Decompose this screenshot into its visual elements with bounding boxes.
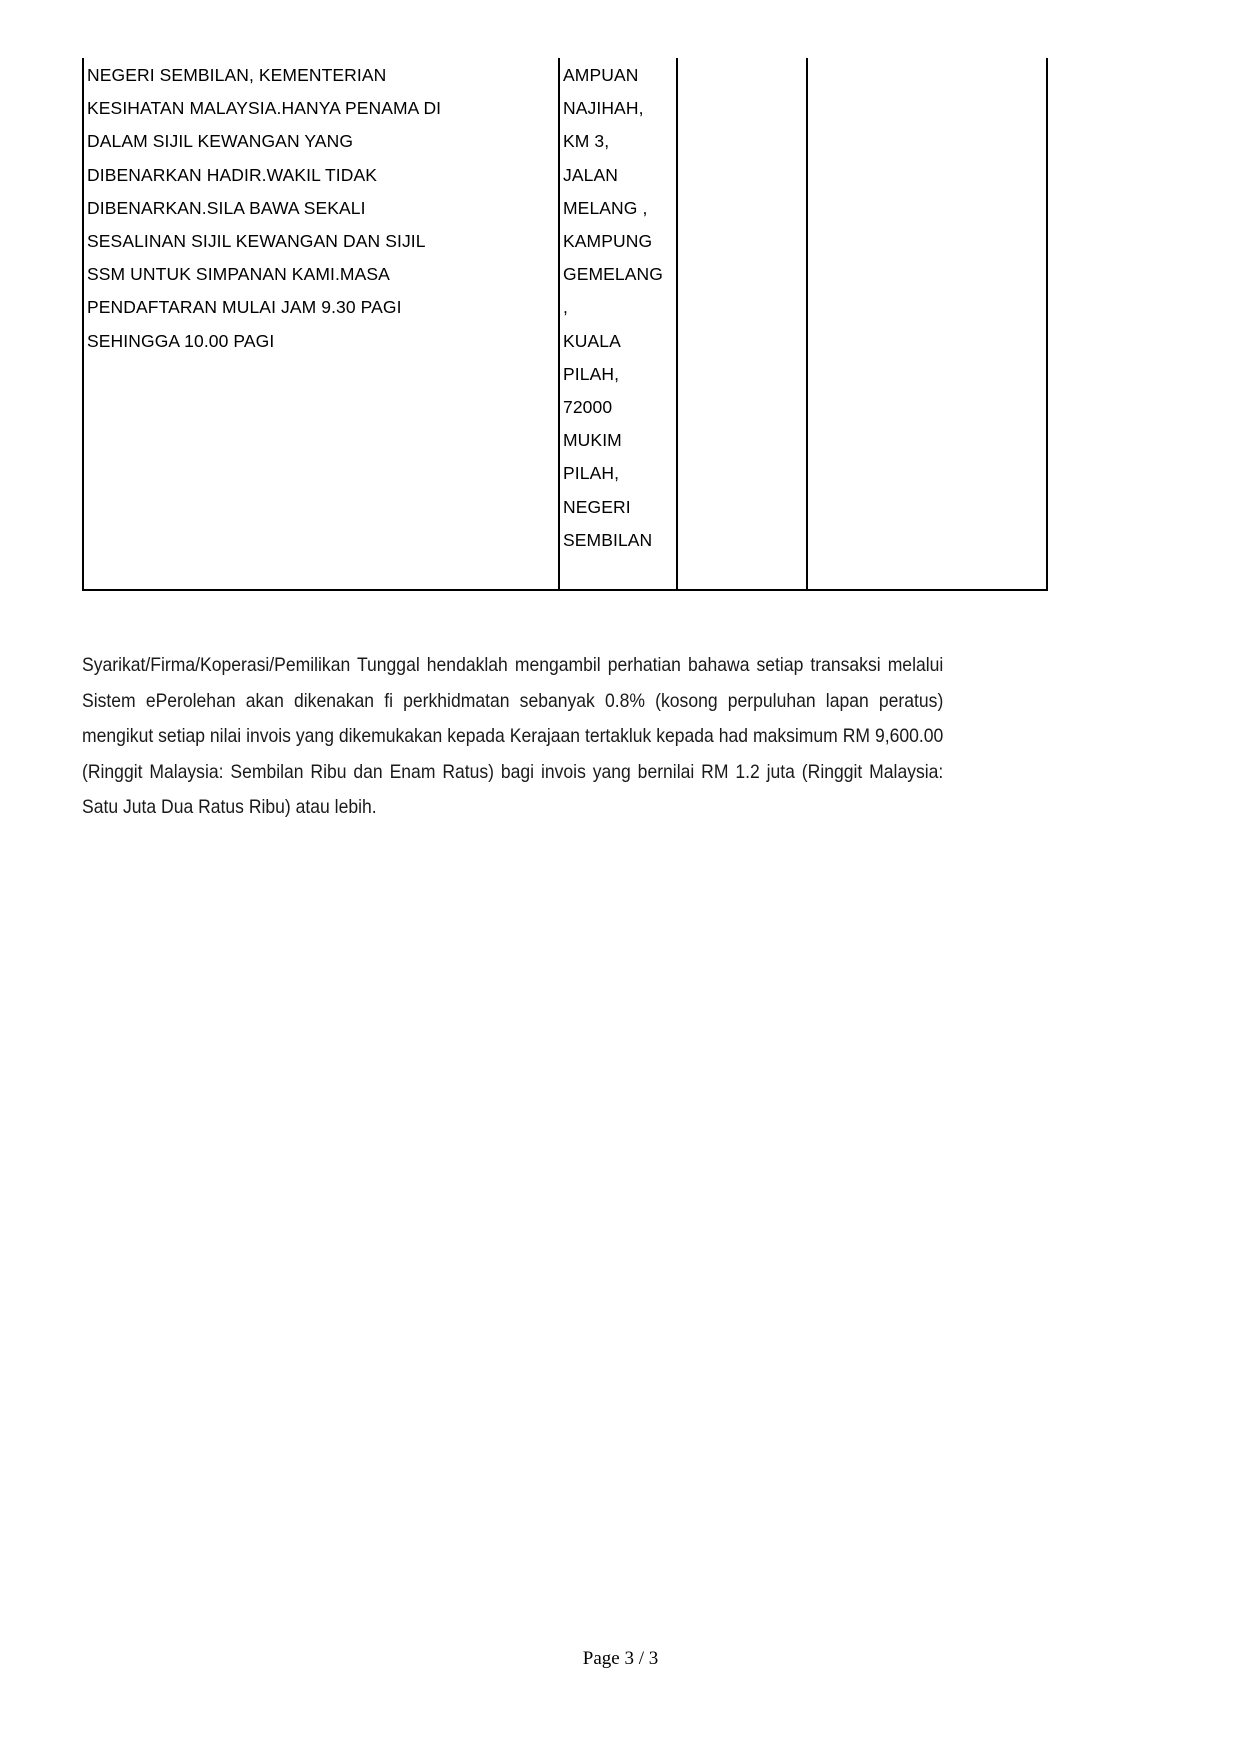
table-row [83,58,1047,590]
page-footer: Page 3 / 3 [582,1648,659,1669]
address-line: KM 3, [563,131,610,152]
tender-details-table-wrapper [82,58,1038,591]
table-cell-address [559,58,677,590]
table-cell-notice [83,58,559,590]
address-text-block [560,58,676,557]
address-line: , [563,297,568,318]
tender-details-table [82,58,1048,591]
notice-line: PENDAFTARAN MULAI JAM 9.30 PAGI [87,297,402,318]
address-line: AMPUAN [563,65,639,85]
notice-text-block [84,58,558,358]
notice-line: DIBENARKAN.SILA BAWA SEKALI [87,197,366,218]
col4-text [808,58,1046,59]
address-line: MELANG , [563,197,648,218]
notice-line: DALAM SIJIL KEWANGAN YANG [87,131,354,152]
address-line: KUALA [563,330,621,351]
address-line: PILAH, [563,363,620,384]
address-line: GEMELANG [563,264,663,285]
table-body [83,58,1047,590]
notice-line: KESIHATAN MALAYSIA.HANYA PENAMA DI [87,98,442,119]
address-line: NAJIHAH, [563,98,644,119]
service-fee-notice-paragraph: Syarikat/Firma/Koperasi/Pemilikan Tunggal hendaklah mengambil perhatian bahawa setiap transaksi melalui Sistem ePerolehan akan dikenakan fi perkhidmatan sebanyak 0.8% (kosong perpuluhan lapan peratus) mengikut setiap nilai invois yang dikemukakan kepada Kerajaan tertakluk kepada had maksimum RM 9,600.00 (Ringgit Malaysia: Sembilan Ribu dan Enam Ratus) bagi invois yang bernilai RM 1.2 juta (Ringgit Malaysia: Satu Juta Dua Ratus Ribu) atau lebih. [82,654,944,818]
notice-line: SEHINGGA 10.00 PAGI [87,330,275,351]
notice-line: SSM UNTUK SIMPANAN KAMI.MASA [87,264,390,285]
col3-text [678,58,806,59]
address-line: NEGERI [563,496,631,517]
address-line: KAMPUNG [563,231,653,252]
address-line: PILAH, [563,463,620,484]
notice-line: NEGERI SEMBILAN, KEMENTERIAN [87,65,387,85]
notice-line: SESALINAN SIJIL KEWANGAN DAN SIJIL [87,231,426,252]
address-line: JALAN [563,164,618,185]
address-line: SEMBILAN [563,529,653,550]
address-line: 72000 [563,397,613,418]
table-cell-empty-3 [677,58,807,590]
notice-line: DIBENARKAN HADIR.WAKIL TIDAK [87,164,377,185]
address-line: MUKIM [563,430,622,451]
table-cell-empty-4 [807,58,1047,590]
